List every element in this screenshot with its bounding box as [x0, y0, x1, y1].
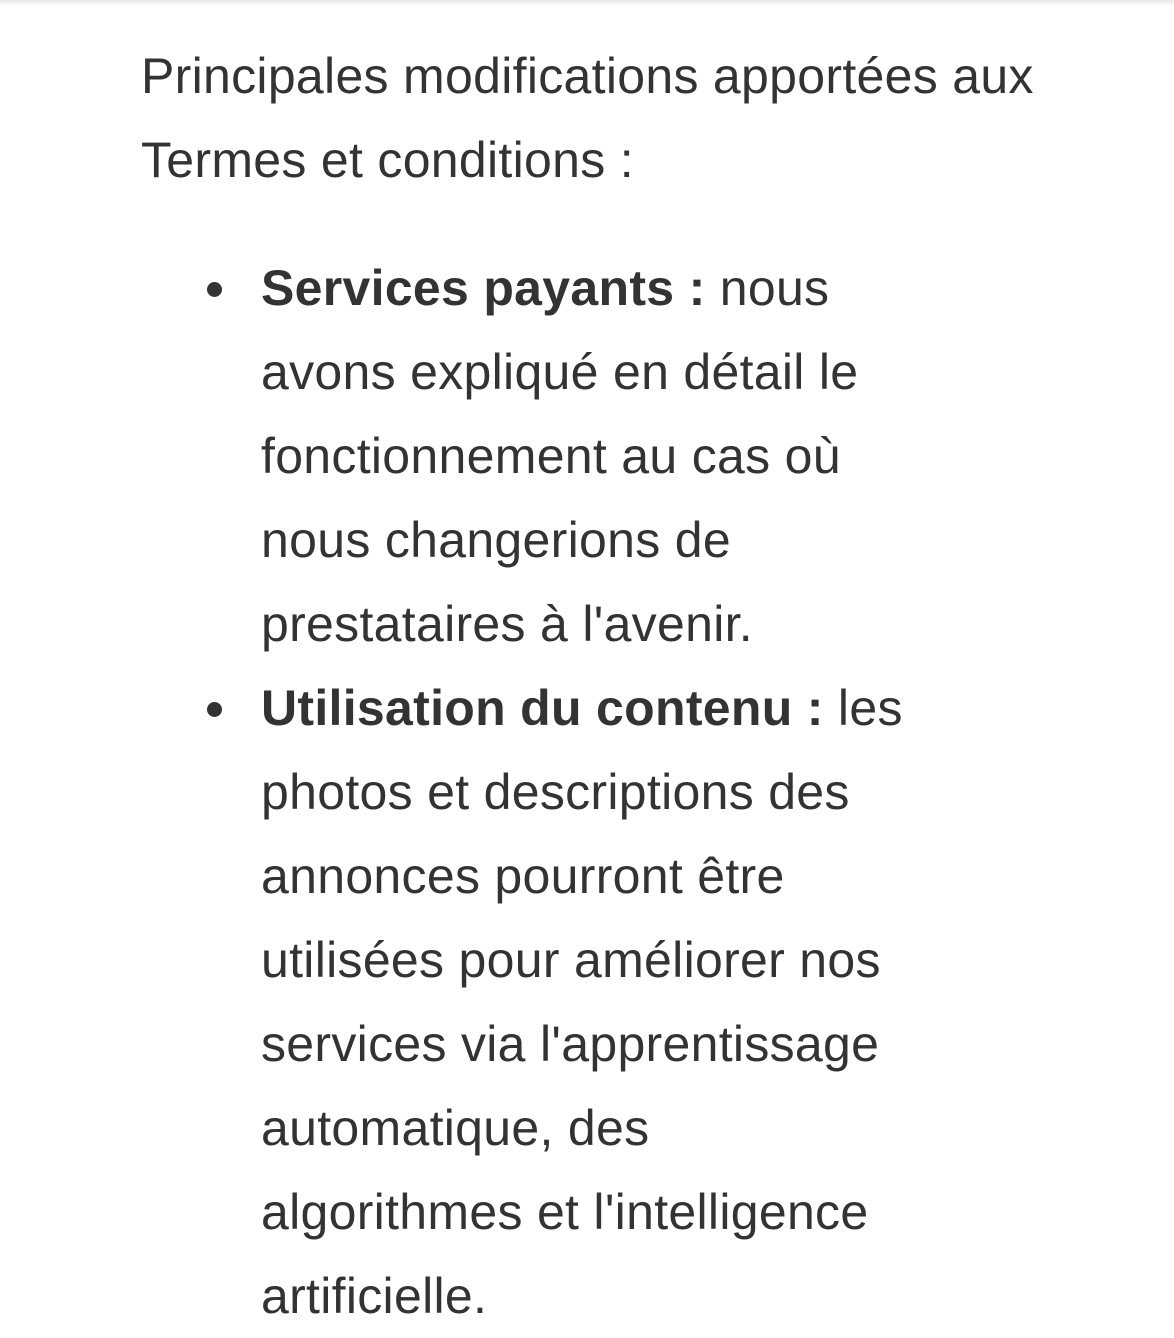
changes-list [141, 246, 921, 1338]
change-item-content-use [261, 666, 921, 1338]
change-item-paid-services [261, 246, 921, 666]
change-description: nous avons expliqué en détail le fonctionnement au cas où nous changerions de prestataires à l'avenir. [261, 260, 859, 652]
change-term: Services payants : [261, 260, 720, 316]
intro-text: Principales modifications apportées aux Termes et conditions : [141, 48, 1034, 188]
change-term: Utilisation du contenu : [261, 680, 838, 736]
change-description: les photos et descriptions des annonces pourront être utilisées pour améliorer nos services via l'apprentissage automatique, des algorithmes et l'intelligence artificielle. [261, 680, 903, 1324]
bullet-icon [207, 702, 222, 717]
top-edge-shadow [0, 0, 1174, 6]
bullet-icon [207, 282, 222, 297]
terms-changes-section [141, 34, 1041, 1338]
